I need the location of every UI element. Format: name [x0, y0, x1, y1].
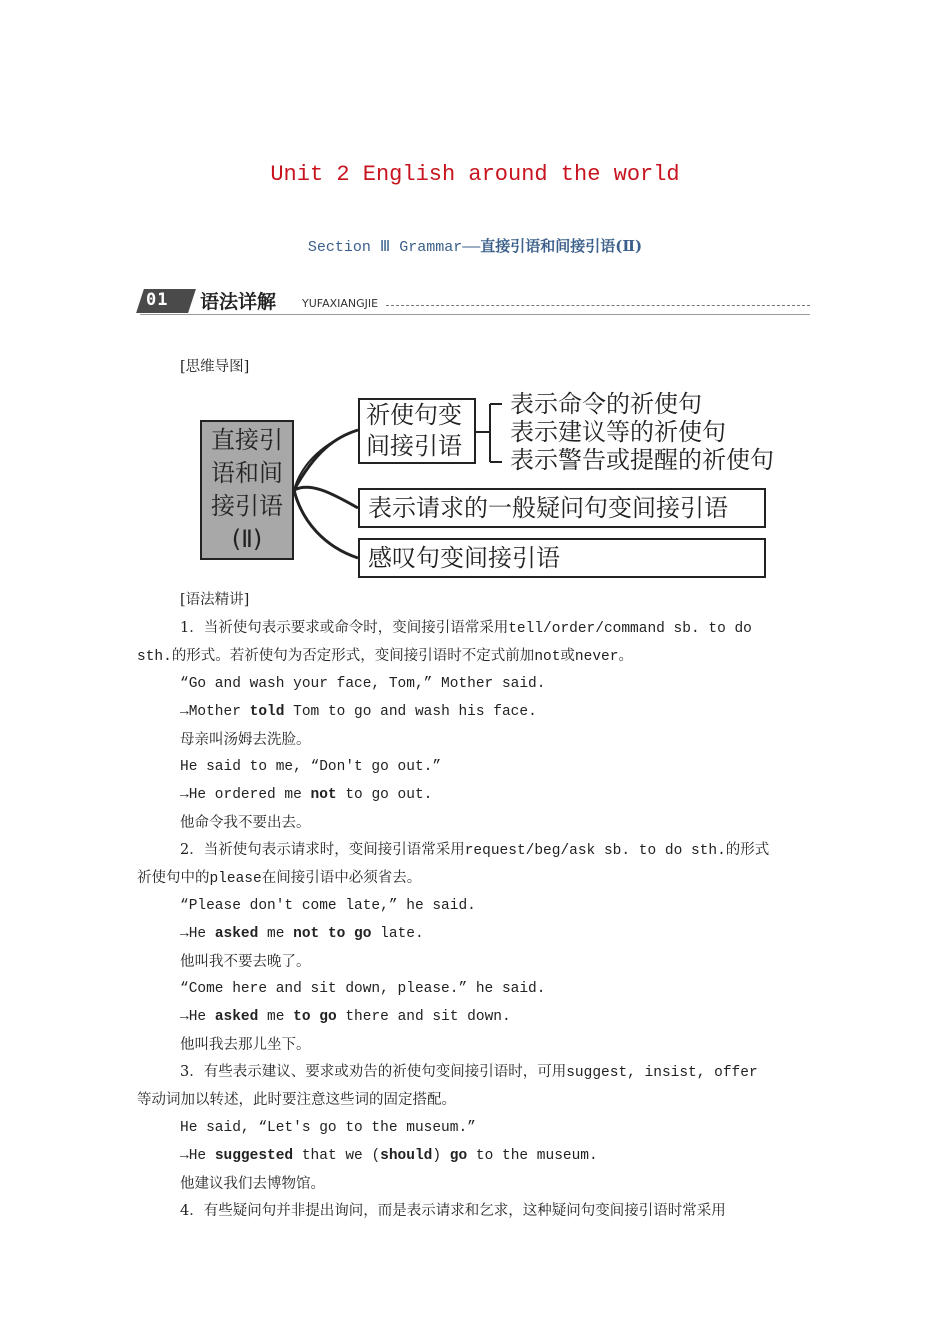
- example-3-keyword-1: asked: [214, 926, 259, 942]
- branch1-line-2: 间接引语: [366, 432, 462, 460]
- example-5-indirect: [180, 1146, 598, 1166]
- banner-dashed-line: [386, 305, 810, 306]
- rule-2-text: 2．当祈使句表示请求时，变间接引语常采用: [180, 842, 465, 858]
- example-3-indirect: [180, 924, 424, 944]
- rule-3-line-1: [180, 1062, 758, 1083]
- rule-1-never: never: [574, 649, 619, 665]
- example-1-direct: “Go and wash your face, Tom,” Mother said.: [180, 676, 546, 692]
- mindmap-leaf-command: 表示命令的祈使句: [510, 390, 702, 418]
- rule-1-line-1: [180, 618, 752, 639]
- rule-1-period: 。: [618, 648, 633, 664]
- example-1-part-3: Tom to go and wash his face.: [284, 704, 537, 720]
- root-line-3: 接引语: [211, 492, 283, 520]
- example-4-indirect: [180, 1007, 511, 1027]
- rule-1-line-2: [137, 646, 633, 667]
- branch1-line-1: 祈使句变: [366, 401, 462, 429]
- mindmap-branch-imperative: [358, 398, 476, 464]
- example-2-part-3: to go out.: [336, 787, 433, 803]
- mindmap-leaf-warning: 表示警告或提醒的祈使句: [510, 446, 774, 474]
- grammar-heading: [语法精讲]: [180, 592, 250, 608]
- rule-1-text-2: 的形式。若祈使句为否定形式，变间接引语时不定式前加: [171, 648, 535, 664]
- example-3-part-3: me: [258, 926, 294, 942]
- example-3-translation: 他叫我不要去晚了。: [180, 954, 311, 970]
- rule-1-pattern-end: sth.: [137, 649, 172, 665]
- example-4-part-3: me: [258, 1009, 294, 1025]
- example-5-keyword-3: go: [449, 1148, 468, 1164]
- example-2-indirect: [180, 785, 432, 805]
- rule-1-pattern: tell/order/command sb. to do: [508, 621, 752, 637]
- mindmap: [190, 392, 810, 584]
- rule-2-line-2: [137, 868, 421, 889]
- example-4-part-1: →He: [180, 1009, 215, 1025]
- example-4-part-5: there and sit down.: [336, 1009, 511, 1025]
- mindmap-leaf-suggestion: 表示建议等的祈使句: [510, 418, 726, 446]
- rule-3-line-2: 等动词加以转述，此时要注意这些词的固定搭配。: [137, 1092, 456, 1108]
- rule-1-or: 或: [560, 648, 575, 664]
- example-5-part-5: ): [432, 1148, 450, 1164]
- example-2-direct: He said to me, “Don't go out.”: [180, 759, 442, 775]
- example-5-keyword-2: should: [380, 1148, 433, 1164]
- rule-4-line-1: 4．有些疑问句并非提出询问，而是表示请求和乞求，这种疑问句变间接引语时常采用: [180, 1203, 726, 1219]
- rule-1-text: 1．当祈使句表示要求或命令时，变间接引语常采用: [180, 620, 509, 636]
- root-line-1: 直接引: [211, 426, 283, 454]
- rule-2-pattern: request/beg/ask sb. to do sth.: [464, 843, 726, 859]
- mindmap-branch-question: 表示请求的一般疑问句变间接引语: [358, 488, 766, 528]
- example-1-keyword: told: [249, 704, 285, 720]
- example-3-part-5: late.: [371, 926, 424, 942]
- rule-1-not: not: [534, 649, 561, 665]
- banner-label-en: YUFAXIANGJIE: [302, 297, 379, 310]
- example-5-translation: 他建议我们去博物馆。: [180, 1176, 325, 1192]
- rule-2-line-1: [180, 840, 769, 861]
- banner-label-zh: 语法详解: [200, 291, 277, 313]
- section-banner: [140, 287, 810, 317]
- example-5-direct: He said, “Let's go to the museum.”: [180, 1120, 476, 1136]
- rule-2-text-4: 在间接引语中必须省去。: [261, 870, 422, 886]
- example-1-translation: 母亲叫汤姆去洗脸。: [180, 732, 311, 748]
- rule-2-text-3: 祈使句中的: [137, 870, 210, 886]
- root-line-4: (Ⅱ): [231, 525, 263, 553]
- section-topic: 直接引语和间接引语(Ⅱ): [480, 237, 643, 255]
- mindmap-branch-exclamation: 感叹句变间接引语: [358, 538, 766, 578]
- example-5-part-7: to the museum.: [467, 1148, 598, 1164]
- example-3-part-1: →He: [180, 926, 215, 942]
- example-4-direct: “Come here and sit down, please.” he said.: [180, 981, 546, 997]
- mindmap-root-node: [200, 420, 294, 560]
- example-3-keyword-2: not to go: [293, 926, 372, 942]
- example-1-indirect: [180, 702, 537, 722]
- banner-badge-number: 01: [146, 290, 169, 310]
- example-1-part-1: →Mother: [180, 704, 250, 720]
- page-title: Unit 2 English around the world: [270, 162, 680, 187]
- example-4-translation: 他叫我去那儿坐下。: [180, 1037, 311, 1053]
- example-2-part-1: →He ordered me: [180, 787, 311, 803]
- mindmap-heading: [思维导图]: [180, 359, 250, 375]
- rule-3-verbs: suggest, insist, offer: [566, 1065, 758, 1081]
- rule-2-text-2: 的形式: [725, 842, 770, 858]
- example-5-keyword-1: suggested: [214, 1148, 294, 1164]
- example-2-translation: 他命令我不要出去。: [180, 815, 311, 831]
- rule-3-text: 3．有些表示建议、要求或劝告的祈使句变间接引语时，可用: [180, 1064, 567, 1080]
- example-5-part-3: that we (: [293, 1148, 381, 1164]
- example-5-part-1: →He: [180, 1148, 215, 1164]
- example-4-keyword-2: to go: [293, 1009, 337, 1025]
- rule-2-please: please: [209, 871, 262, 887]
- section-subtitle: [0, 235, 950, 256]
- banner-underline: [140, 314, 810, 315]
- example-4-keyword-1: asked: [214, 1009, 259, 1025]
- section-label: Section Ⅲ Grammar——: [307, 239, 481, 256]
- example-2-keyword: not: [310, 787, 337, 803]
- root-line-2: 语和间: [211, 459, 283, 487]
- example-3-direct: “Please don't come late,” he said.: [180, 898, 476, 914]
